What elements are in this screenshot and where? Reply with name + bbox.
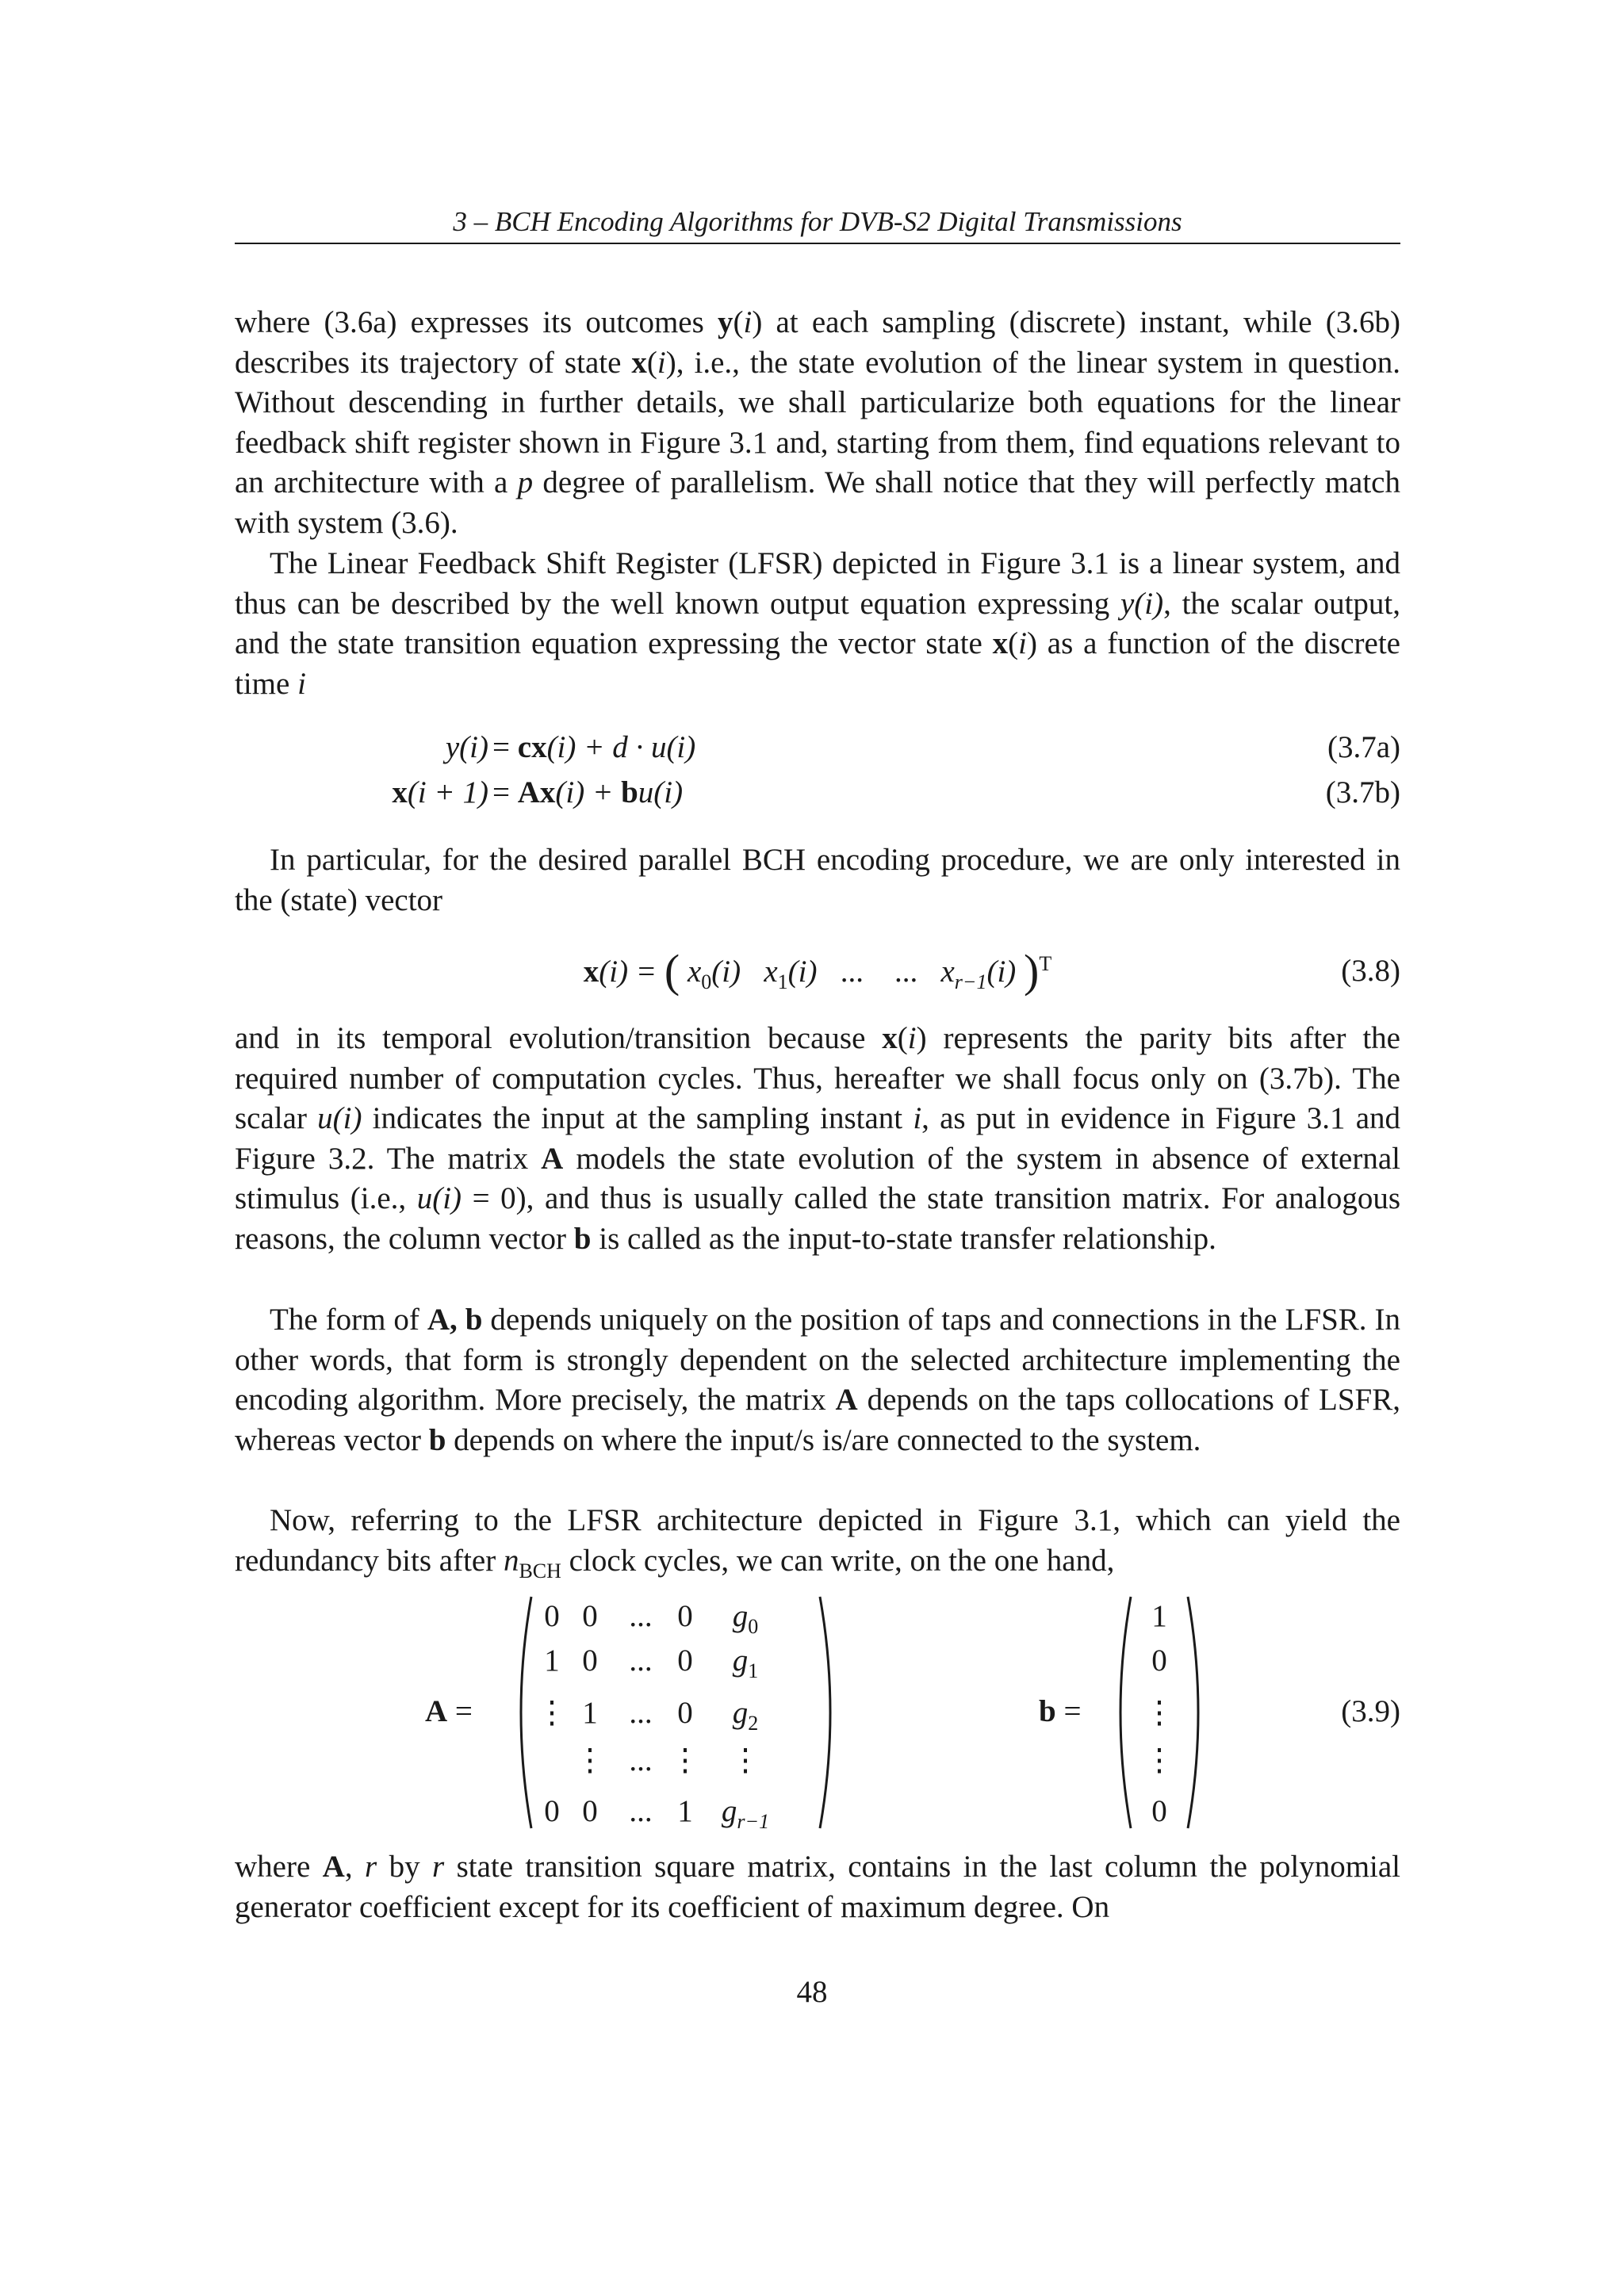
vector-b-label (1039, 1692, 1081, 1732)
symbol-g: g (721, 1794, 737, 1828)
symbol-g: g (732, 1599, 749, 1633)
symbol-u-of-i: u(i) (317, 1101, 362, 1135)
subscript: 0 (701, 970, 712, 993)
symbol-b: b (621, 775, 638, 809)
text: (i) (787, 955, 818, 989)
text: The form of (270, 1303, 427, 1337)
text: indicates the input at the sampling instant (362, 1101, 914, 1135)
running-header: 3 – BCH Encoding Algorithms for DVB-S2 Digital Transmissions (453, 206, 1182, 237)
text: models the state evolution of the system in absence of external stimulus (i.e., (235, 1141, 1400, 1215)
symbol-x1: x (764, 955, 778, 989)
open-paren: ( (664, 945, 680, 997)
matrix-A-cell: 0 (677, 1696, 693, 1730)
matrix-A-cell (714, 1693, 777, 1733)
text: In particular, for the desired parallel BCH encoding procedure, we are only interested in the (state) vector (235, 843, 1400, 917)
subscript: r−1 (954, 970, 987, 993)
text: degree of parallelism. We shall notice that they will perfectly match with system (3.6). (235, 465, 1400, 540)
text: ) represents the parity bits after the required number of computation cycles. Thus, hereafter we shall focus only on (3.7b). The scalar (235, 1021, 1400, 1135)
paragraph-form-of-a-b (235, 1300, 1400, 1460)
text: by (377, 1850, 432, 1884)
symbol-u-of-i: u(i) (416, 1181, 462, 1215)
matrix-A-label (425, 1692, 473, 1732)
symbol-A: A (541, 1141, 564, 1176)
text: state transition square matrix, contains in the last column the polynomial generator coefficient except for its coefficient of maximum degree. On (235, 1850, 1401, 1924)
vector-b-right-paren (1183, 1594, 1212, 1831)
matrix-A-cell: 1 (544, 1644, 560, 1678)
subscript: r−1 (737, 1809, 770, 1833)
equation-number: (3.7a) (1327, 730, 1400, 764)
equals: = (492, 730, 518, 764)
symbol-c: c (517, 730, 532, 764)
matrix-A-cell: ... (629, 1794, 653, 1828)
matrix-A-cell: ... (629, 1644, 653, 1678)
symbol-g: g (732, 1696, 749, 1730)
close-paren: ) (1024, 945, 1040, 997)
paragraph-lfsr-description (235, 544, 1400, 704)
text: ( (897, 1021, 908, 1055)
text: depends on where the input/s is/are connected to the system. (446, 1422, 1201, 1457)
matrix-A-cell (714, 1641, 777, 1681)
text: u(i) (638, 775, 684, 809)
vector-b-cell: 0 (1151, 1794, 1167, 1828)
symbol-r: r (365, 1850, 377, 1884)
text: , the scalar output, and the state transition equation expressing the vector state (235, 586, 1401, 660)
equals: = (454, 1694, 473, 1728)
text: The Linear Feedback Shift Register (LFSR) depicted in Figure 3.1 is a linear system, and thus can be described by the well known output equation expressing (235, 546, 1400, 621)
text: (i + 1) (407, 775, 488, 809)
equation-tail: (i) + d · u(i) (546, 730, 696, 764)
symbol-r: r (431, 1850, 445, 1884)
equation-number: (3.9) (1341, 1694, 1400, 1728)
subscript: 0 (748, 1614, 759, 1638)
matrix-A-cell (714, 1597, 777, 1636)
equals: = (1063, 1694, 1082, 1728)
matrix-A-left-paren (508, 1594, 536, 1831)
matrix-A-cell: ⋮ (730, 1743, 761, 1777)
vector-b-cell: 0 (1151, 1644, 1167, 1678)
vector-b-grid (1136, 1594, 1183, 1831)
paragraph-matrix-a-description (235, 1019, 1400, 1259)
equals: = (492, 775, 518, 809)
vector-b-left-paren (1107, 1594, 1136, 1831)
paragraph-state-space-intro (235, 303, 1400, 543)
symbol-A: A (425, 1694, 448, 1728)
matrix-A-cell: 0 (582, 1599, 598, 1633)
text: Now, referring to the LFSR architecture depicted in Figure 3.1, which can yield the redundancy bits after (235, 1503, 1400, 1578)
symbol-y: y (717, 305, 733, 339)
text: (i) + (555, 775, 622, 809)
equation-3-7a (235, 728, 1400, 767)
equation-number: (3.8) (1341, 954, 1400, 988)
text: where (3.6a) expresses its outcomes (235, 305, 718, 339)
superscript: T (1039, 952, 1052, 975)
text: , (344, 1850, 365, 1884)
text: depends on the taps collocations of LSFR, whereas vector (235, 1383, 1400, 1457)
text: (i) (986, 955, 1017, 989)
paragraph-state-vector (235, 840, 1400, 920)
text: ( (646, 345, 657, 380)
symbol-x: x (882, 1021, 898, 1055)
symbol-i: i (913, 1101, 922, 1135)
matrix-A-cell: 0 (677, 1599, 693, 1633)
matrix-A-cell: ⋮ (536, 1696, 568, 1730)
subscript-bch: BCH (519, 1559, 561, 1582)
text: ), i.e., the state evolution of the linear system in question. Without descending in further details, we shall particularize both equations for the linear feedback shift register shown in Figure 3.1 and, starting from them, find equations relevant to an architecture with a (235, 345, 1400, 499)
symbol-x: x (392, 775, 408, 809)
symbol-p: p (517, 465, 534, 499)
matrix-A-cell: 0 (582, 1644, 598, 1678)
matrix-A-cell: ... (629, 1599, 653, 1633)
matrix-A-cell: 1 (677, 1794, 693, 1828)
ellipsis: ... ... (840, 955, 918, 989)
equation-lhs: y(i) (445, 730, 488, 764)
paragraph-redundancy-bits (235, 1501, 1400, 1581)
symbol-b: b (1039, 1694, 1056, 1728)
paragraph-matrix-a-explanation (235, 1847, 1400, 1927)
matrix-A-cell: ... (629, 1696, 653, 1730)
subscript: 1 (748, 1659, 759, 1682)
symbol-A: A (517, 775, 540, 809)
matrix-A-cell (714, 1792, 777, 1831)
text: ) at each sampling (discrete) instant, while (3.6b) describes its trajectory of state (235, 305, 1400, 380)
symbol-i: i (743, 305, 753, 339)
matrix-A-cell: ⋮ (669, 1743, 701, 1777)
text: (i) (711, 955, 741, 989)
text: ) as a function of the discrete time (235, 626, 1400, 701)
equation-body (235, 945, 1400, 997)
symbol-i: i (907, 1021, 917, 1055)
vector-b-cell: ⋮ (1143, 1743, 1175, 1777)
symbol-i: i (657, 345, 666, 380)
equation-3-8 (235, 945, 1400, 997)
text: depends uniquely on the position of taps and connections in the LFSR. In other words, that form is strongly dependent on the selected architecture implementing the encoding algorithm. More precisely, the matrix (235, 1303, 1400, 1417)
symbol-x: x (992, 626, 1009, 660)
matrix-A-cell: ⋮ (574, 1743, 606, 1777)
text: (i) = (599, 955, 665, 989)
matrix-A-cell: 0 (677, 1644, 693, 1678)
matrix-A-right-paren (815, 1594, 844, 1831)
symbol-b: b (573, 1221, 592, 1256)
equation-rhs (492, 728, 695, 767)
vector-b-cell: ⋮ (1143, 1696, 1175, 1730)
equation-rhs (492, 773, 683, 813)
symbol-A-b: A, b (427, 1303, 483, 1337)
text: , as put in evidence in Figure 3.1 and Figure 3.2. The matrix (235, 1101, 1400, 1176)
text: and in its temporal evolution/transition because (235, 1021, 883, 1055)
equation-number: (3.7b) (1325, 775, 1400, 809)
header-rule (235, 243, 1400, 244)
equation-3-7b (235, 773, 1400, 813)
matrix-A-grid (536, 1594, 774, 1831)
text: ( (1008, 626, 1019, 660)
vector-b-cell: 1 (1151, 1599, 1167, 1633)
symbol-A: A (835, 1383, 858, 1417)
matrix-A-cell: 0 (544, 1794, 560, 1828)
symbol-A: A (322, 1850, 345, 1884)
subscript: 1 (777, 970, 788, 993)
symbol-x: x (631, 345, 647, 380)
text: is called as the input-to-state transfer relationship. (591, 1221, 1216, 1256)
symbol-x0: x (687, 955, 702, 989)
equation-lhs (392, 773, 488, 813)
equation-3-9 (235, 1594, 1400, 1831)
symbol-b: b (428, 1422, 446, 1457)
text: ( (733, 305, 744, 339)
text: = 0), and thus is usually called the state transition matrix. For analogous reasons, the column vector (235, 1181, 1400, 1256)
symbol-g: g (732, 1644, 749, 1678)
symbol-x: x (531, 730, 547, 764)
symbol-x: x (583, 955, 599, 989)
matrix-A-cell: 0 (582, 1794, 598, 1828)
subscript: 2 (748, 1711, 759, 1735)
text: where (235, 1850, 323, 1884)
symbol-i: i (297, 666, 306, 701)
symbol-xr: x (940, 955, 955, 989)
matrix-A-cell: 0 (544, 1599, 560, 1633)
symbol-x: x (539, 775, 556, 809)
symbol-n: n (503, 1543, 519, 1578)
matrix-A-cell: ... (629, 1743, 653, 1777)
text: clock cycles, we can write, on the one hand, (561, 1543, 1115, 1578)
symbol-y-of-i: y(i) (1120, 586, 1164, 621)
symbol-i: i (1018, 626, 1027, 660)
page-number: 48 (796, 1975, 828, 2009)
matrix-A-cell: 1 (582, 1696, 598, 1730)
